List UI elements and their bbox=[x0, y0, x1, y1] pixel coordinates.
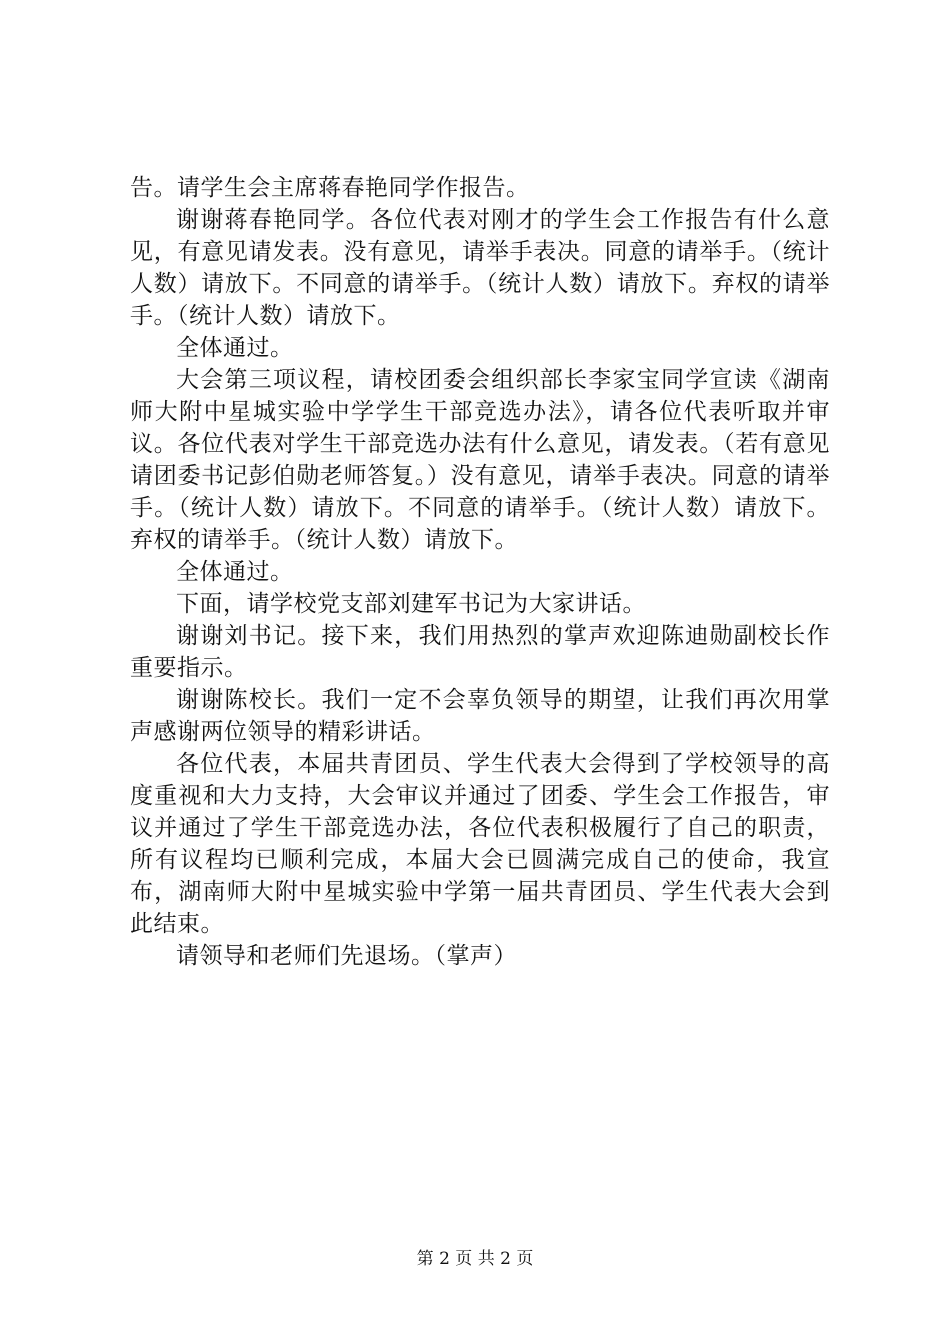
page-number-label: 第 2 页 共 2 页 bbox=[416, 1249, 534, 1269]
paragraph-6: 下面，请学校党支部刘建军书记为大家讲话。 bbox=[176, 591, 646, 617]
paragraph-2: 谢谢蒋春艳同学。各位代表对刚才的学生会工作报告有什么意见，有意见请发表。没有意见，请举手表决。同意的请举手。（统计人数）请放下。不同意的请举手。（统计人数）请放下。弃权的请举手。（统计人数）请放下。 bbox=[130, 207, 830, 329]
paragraph-8: 谢谢陈校长。我们一定不会辜负领导的期望，让我们再次用掌声感谢两位领导的精彩讲话。 bbox=[130, 687, 830, 745]
paragraph-1: 告。请学生会主席蒋春艳同学作报告。 bbox=[130, 175, 530, 201]
page-footer bbox=[0, 1244, 950, 1269]
paragraph-5: 全体通过。 bbox=[176, 559, 294, 585]
document-body bbox=[130, 172, 830, 972]
paragraph-9: 各位代表，本届共青团员、学生代表大会得到了学校领导的高度重视和大力支持，大会审议并通过了团委、学生会工作报告，审议并通过了学生干部竞选办法，各位代表积极履行了自己的职责，所有议程均已顺利完成，本届大会已圆满完成自己的使命，我宣布，湖南师大附中星城实验中学第一届共青团员、学生代表大会到此结束。 bbox=[130, 751, 830, 937]
paragraph-7: 谢谢刘书记。接下来，我们用热烈的掌声欢迎陈迪勋副校长作重要指示。 bbox=[130, 623, 830, 681]
paragraph-10: 请领导和老师们先退场。（掌声） bbox=[176, 943, 517, 969]
paragraph-3: 全体通过。 bbox=[176, 335, 294, 361]
paragraph-4: 大会第三项议程，请校团委会组织部长李家宝同学宣读《湖南师大附中星城实验中学学生干部竞选办法》，请各位代表听取并审议。各位代表对学生干部竞选办法有什么意见，请发表。（若有意见请团委书记彭伯勋老师答复。）没有意见，请举手表决。同意的请举手。（统计人数）请放下。不同意的请举手。（统计人数）请放下。弃权的请举手。（统计人数）请放下。 bbox=[130, 367, 830, 553]
